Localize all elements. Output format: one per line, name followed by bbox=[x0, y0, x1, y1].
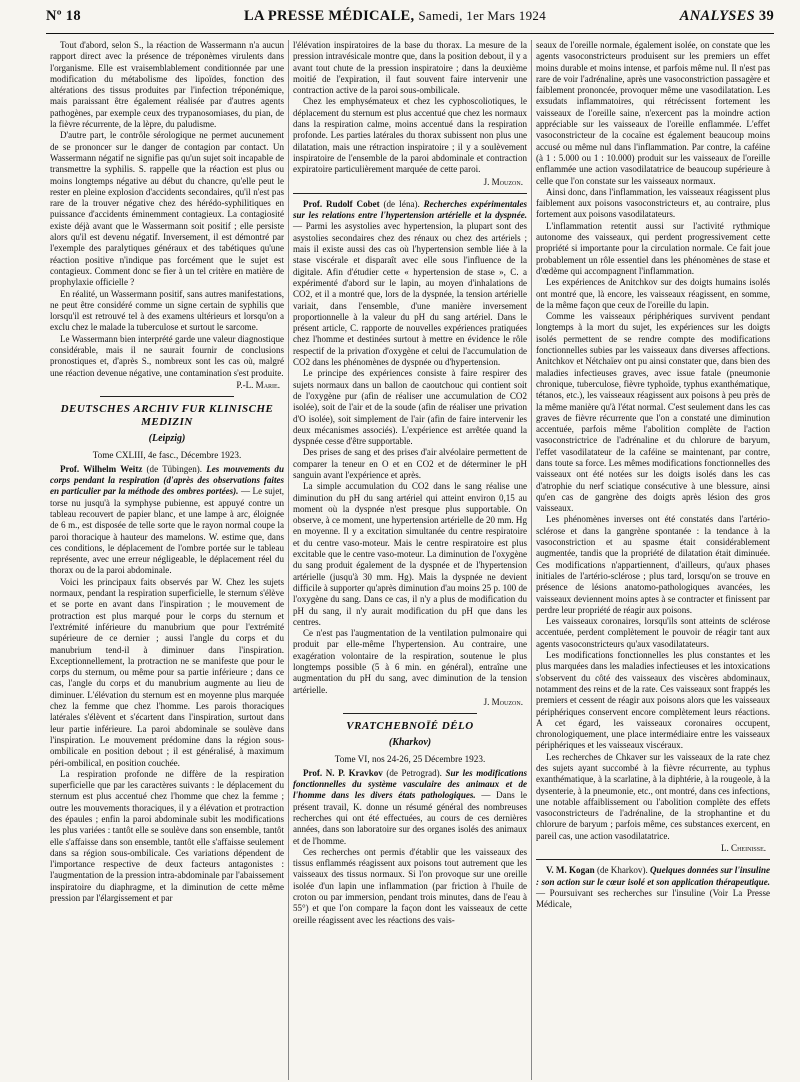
paragraph: D'autre part, le contrôle sérologique ne permet aucunement de se prononcer sur le danger de contagion par contact. Un Wassermann négatif ne signifie pas qu'un sujet soit incapable de transmettre la syphilis. S. rappelle que la réaction est plus ou moins longtemps négative au début du chancre, qu'elle peut le rester en pleine explosion d'accidents secondaires, qu'il n'est pas rare de la trouver négative chez des hérédo-syphilitiques en puissance d'accidents éminemment contagieux. La contagiosité existe déjà avant que le Wassermann soit positif ; elle persiste alors qu'il est devenu négatif. Inversement, il est démontré par l'exemple des paralytiques généraux et des tabétiques qu'une réaction positive n'indique pas forcément que le sujet est contagieux. Comment donc se fier à un tel critère en matière de prophylaxie officielle ? bbox=[50, 130, 284, 288]
author-affiliation: (de Tübingen). bbox=[142, 463, 207, 474]
divider bbox=[343, 713, 477, 714]
author-signature: P.-L. Marie. bbox=[236, 379, 280, 390]
article-author: Prof. N. P. Kravkov bbox=[303, 767, 383, 778]
article-title: Quelques données sur l'insuline : son action sur le cœur isolé et son application thérapeutique. bbox=[536, 865, 770, 887]
paragraph: La simple accumulation du CO2 dans le sang réalise une diminution du pH du sang artériel qui atteint environ 0,15 au moment où la dyspnée n'est presque plus supportable. On observe, à ce moment, une hypertension artérielle de 20 mm. Hg en moyenne. Il y a excitation simultanée du centre respiratoire et du centre vaso-moteur. Mais le centre respiratoire est plus excitable que le centre vaso-moteur. La diminution de l'oxygène du sang produit également de la dyspnée et de l'hypertension artérielle (jusqu'à 30 mm. Hg). Mais la dyspnée ne devient difficile à supporter qu'après diminution d'au moins 25 p. 100 de l'oxygène du sang. Dans ce cas, il n'y a plus de modification du pH du sang, il n'y aurait modification du pH que dans les centres. bbox=[293, 481, 527, 627]
article-text: — Parmi les asystolies avec hypertension, la plupart sont des asystolies secondaires chez des rénaux ou chez des artériels ; mais il existe aussi des cas où l'hypertension semble liée à la stase viscérale et disparaît avec elle sous l'influence de la digitale. Afin d'étudier cette « hypertension de stase », C. a expérimenté d'abord sur le lapin, au moyen d'inhalations de CO2, et il a montré que, lors de la dyspnée, la tension artérielle variait, dans l'ensemble, d'une manière inversement proportionnelle à la valeur du pH du sang artériel. Dans le présent article, C. rapporte de nouvelles expériences pratiquées chez l'homme et destinées surtout à mettre en évidence le rôle respectif de la privation d'oxygène et celui de l'accumulation de CO2 dans les phénomènes de dyspnée ou d'hypertension. bbox=[293, 221, 527, 368]
author-signature: J. Mouzon. bbox=[483, 696, 523, 707]
folio-number: 39 bbox=[758, 8, 774, 24]
paragraph: Ces recherches ont permis d'établir que les vaisseaux des tissus enflammés réagissent aux poisons tout autrement que les vaisseaux des tissus normaux. Si l'on provoque sur une oreille isolée d'un lapin une inflammation (par friction à l'huile de croton ou par immersion, pendant trois minutes, dans de l'eau à 55°) et que l'on compare la façon dont les vaisseaux de cette oreille réagissent avec les réactions des vais- bbox=[293, 846, 527, 925]
article-text: — Le sujet, torse nu jusqu'à la symphyse pubienne, est appuyé contre un tableau recouvert de papier blanc, et une lampe à arc, éloignée de 6 m., est disposée de telle sorte que le rayon normal coupe la paroi thoracique à hauteur des mamelons. W. estime que, dans ces conditions, le déplacement de l'ombre portée sur le tableau représente, avec une erreur négligeable, le déplacement réel du thorax ou de la paroi abdominale. bbox=[50, 486, 284, 576]
author-affiliation: (de Kharkov). bbox=[594, 865, 651, 876]
article-author: Prof. Rudolf Cobet bbox=[303, 198, 380, 209]
divider bbox=[293, 193, 527, 194]
journal-heading: DEUTSCHES ARCHIV FUR KLINISCHE MEDIZIN bbox=[60, 403, 274, 429]
article-abstract bbox=[50, 464, 284, 577]
paragraph: L'inflammation retentit aussi sur l'activité rythmique autonome des vaisseaux, qui perdent progressivement cette propriété si importante pour la circulation normale. Ce fait joue probablement un rôle essentiel dans les phénomènes de stase et d'œdème qui accompagnent l'inflammation. bbox=[536, 220, 770, 276]
column-3 bbox=[531, 40, 774, 1080]
author-affiliation: (de Iéna). bbox=[379, 198, 424, 209]
paragraph: Le Wassermann bien interprété garde une valeur diagnostique considérable, mais il ne saurait fournir de conclusions pronostiques et, d'après S., nombreux sont les cas où, malgré une réaction devenue négative, une contamination s'est produite. bbox=[50, 333, 284, 378]
running-title bbox=[136, 8, 654, 25]
paragraph: Ce n'est pas l'augmentation de la ventilation pulmonaire qui produit par elle-même l'hypertension. Au contraire, une exagération volontaire de la respiration, soutenue le plus longtemps possible (5 à 6 min. en général), entraîne une augmentation du pH du sang, avec diminution de la tension artérielle. bbox=[293, 628, 527, 695]
paragraph: Les phénomènes inverses ont été constatés dans l'artério-sclérose et dans la gangrène spontanée : la tendance à la vasoconstriction et au spasme était considérablement augmentée, tandis que la propriété de dilatation était diminuée. Ces modifications n'appartiennent, d'ailleurs, qu'aux phases initiales de l'artério-sclérose ; plus tard, lorsqu'on se trouve en présence de lésions anatomo-pathologiques avancées, les vaisseaux deviennent moins aptes à se contracter et finissent par perdre leur propriété de réagir aux poisons. bbox=[536, 514, 770, 615]
page-header bbox=[46, 8, 774, 34]
journal-city: (Leipzig) bbox=[148, 433, 186, 445]
column-2 bbox=[288, 40, 531, 1080]
article-abstract bbox=[536, 865, 770, 910]
page-number: Nº 18 bbox=[46, 8, 81, 24]
paragraph: Ainsi donc, dans l'inflammation, les vaisseaux réagissent plus faiblement aux poisons vasoconstricteurs et, au contraire, plus fortement aux poisons vasodilatateurs. bbox=[536, 186, 770, 220]
article-author: V. M. Kogan bbox=[546, 865, 595, 876]
article-text: — Dans le présent travail, K. donne un résumé général des nombreuses recherches qui ont été effectuées, au cours de ces dernières années, dans son laboratoire sur des organes isolés des animaux et de l'homme. bbox=[293, 790, 527, 846]
divider bbox=[536, 859, 770, 860]
article-abstract bbox=[293, 199, 527, 368]
paragraph: Les expériences de Anitchkov sur des doigts humains isolés ont montré que, là encore, les vaisseaux réagissent, en somme, de la même façon que ceux de l'oreille du lapin. bbox=[536, 277, 770, 310]
paragraph: En réalité, un Wassermann positif, sans autres manifestations, ne peut être considéré comme un signe certain de syphilis que lorsqu'il est retrouvé tel à des examens ultérieurs et lorsqu'on a exclu chez le malade la tuberculose et surtout le sarcome. bbox=[50, 288, 284, 333]
author-signature: L. Cheinisse. bbox=[720, 843, 766, 854]
issue-reference: Tome CXLIII, 4e fasc., Décembre 1923. bbox=[92, 449, 242, 460]
article-title: Sur les modifications fonctionnelles du système vasculaire des animaux et de l'homme dans les divers états pathologiques. bbox=[293, 767, 527, 801]
journal-city: (Kharkov) bbox=[388, 737, 432, 749]
paragraph: Tout d'abord, selon S., la réaction de Wassermann n'a aucun rapport direct avec la présence de tréponèmes virulents dans l'organisme. Elle est vraisemblablement conditionnée par une modification du métabolisme des lipoïdes, fonction des altérations des tissus produites par l'infection tréponémique, mais paraissant être également réalisée par d'autres agents pathogènes, par exemple ceux des trypanosomiases, du pian, de la fièvre récurrente, de la lèpre, du paludisme. bbox=[50, 40, 284, 130]
paragraph: Le principe des expériences consiste à faire respirer des sujets normaux dans un ballon de caoutchouc qui contient soit de l'oxygène pur (afin de réaliser une accumulation de CO2 isolée), soit de l'air et de la soude (afin de réaliser une privation d'O isolée), soit simplement de l'air (afin de faire intervenir les deux mécanismes associés). L'expérience est arrêtée quand la dyspnée cesse d'être supportable. bbox=[293, 368, 527, 447]
journal-name: LA PRESSE MÉDICALE, bbox=[243, 8, 415, 24]
paragraph: Les recherches de Chkaver sur les vaisseaux de la rate chez des sujets ayant succombé à la fièvre récurrente, au typhus exanthématique, à la scarlatine, à la diphtérie, à la rougeole, à la dysenterie, à la pneumonie, etc., ont montré, dans ces infections, une notable affaiblissement ou l'abolition complète des effets vasoconstricteurs de l'adrénaline, de la strophantine et du chlorure de baryum ; parfois même, ces substances exercent, en pareil cas, une action vasodilatatrice. bbox=[536, 751, 770, 841]
paragraph: Les modifications fonctionnelles les plus constantes et les plus marquées dans les maladies infectieuses et les intoxications s'observent du côté des vaisseaux des viscères abdominaux, notamment des reins et de la rate. Ces vaisseaux sont frappés les premiers et cessent de réagir aux poisons alors que les vaisseaux périphériques conservent encore complètement leurs réactions. A cet égard, les vaisseaux coronaires occupent, chronologiquement, une place intermédiaire entre les vaisseaux périphériques et les vaisseaux viscéraux. bbox=[536, 650, 770, 751]
paragraph: Des prises de sang et des prises d'air alvéolaire permettent de comparer la teneur en O et en CO2 et de déterminer le pH sanguin avant l'expérience et après. bbox=[293, 447, 527, 480]
article-abstract bbox=[293, 768, 527, 847]
paragraph: l'élévation inspiratoires de la base du thorax. La mesure de la pression intravésicale montre que, dans la position debout, il y a avant tout chute de la pression inspiratoire ; dans la deuxième moitié de l'expiration, il faut souvent faire intervenir une contraction active de la paroi sous-ombilicale. bbox=[293, 40, 527, 96]
paragraph: Voici les principaux faits observés par W. Chez les sujets normaux, pendant la respiration superficielle, le sternum s'élève et se porte en avant dans l'inspiration ; le mouvement de protraction est plus marqué pour le corps du sternum et l'extrémité inférieure du manubrium que pour l'extrémité supérieure de ce dernier ; aussi l'angle du corps et du manubrium tend-il à diminuer dans l'inspiration. Exceptionnellement, la protraction ne se manifeste que pour le corps du sternum, ou même pour sa partie inférieure ; dans ce cas, l'angle du corps et du manubrium augmente au lieu de diminuer. L'élévation du sternum est en moyenne plus marquée chez la femme que chez l'homme. Les parois thoraciques latérales s'élèvent et s'écartent dans l'inspiration, surtout dans leur partie inférieure. La paroi abdominale se soulève dans l'inspiration. Le mouvement prédomine dans la région sous-ombilicale en position debout ; il est généralisé, à maximum péri-ombilical, en position couchée. bbox=[50, 576, 284, 768]
journal-heading: VRATCHEBNOÏÉ DÉLO bbox=[346, 720, 474, 733]
divider bbox=[100, 396, 234, 397]
article-author: Prof. Wilhelm Weitz bbox=[60, 463, 143, 474]
issue-date: Samedi, 1er Mars 1924 bbox=[418, 8, 547, 23]
paragraph: La respiration profonde ne diffère de la respiration superficielle que par les caractères suivants : le déplacement du sternum est plus accentué chez l'homme que chez la femme ; outre les mouvements thoraciques, il y a élévation et protraction des épaules ; enfin la paroi abdominale subit les modifications les plus variées : tantôt elle se soulève dans son ensemble, tantôt elle s'affaisse dans son ensemble, tantôt elle s'affaisse seulement dans sa région sous-ombilicale. Ces variations dépendent de l'importance respective de deux facteurs antagonistes : l'augmentation de la pression intra-abdominale par l'abaissement inspiratoire du diaphragme, et la diminution de cette même pression par l'élargissement et par bbox=[50, 768, 284, 904]
article-text: — Poursuivant ses recherches sur l'insuline (Voir La Presse Médicale, bbox=[536, 887, 770, 910]
paragraph: Les vaisseaux coronaires, lorsqu'ils sont atteints de sclérose accentuée, perdent complètement le pouvoir de réagir tant aux agents vasoconstricteurs qu'aux vasodilatateurs. bbox=[536, 616, 770, 649]
author-affiliation: (de Petrograd). bbox=[382, 767, 446, 778]
article-title: Recherches expérimentales sur les relations entre l'hypertension artérielle et la dyspnée. bbox=[293, 198, 527, 221]
section-header bbox=[654, 8, 774, 25]
article-title: Les mouvements du corps pendant la respiration (d'après des observations faites en particulier par la méthode des ombres portées). bbox=[50, 463, 284, 497]
column-1 bbox=[46, 40, 288, 1080]
issue-reference: Tome VI, nos 24-26, 25 Décembre 1923. bbox=[334, 753, 486, 764]
paragraph: seaux de l'oreille normale, également isolée, on constate que les agents vasoconstricteurs produisent sur les premiers un effet moins durable et moins intense, et parfois même nul. Il n'est pas rare de voir l'adrénaline, après une vasoconstriction passagère et faiblement prononcée, provoquer même une vasodilatation. Les exsudats inflammatoires, qui rétrécissent fortement les vaisseaux de l'oreille saine, n'exercent pas la moindre action appréciable sur les vaisseaux de l'oreille enflammée. L'effet vasoconstricteur de la cocaïne est également beaucoup moins accusé ou même nul dans l'inflammation. Par contre, la caféine (à 1 : 5.000 ou 1 : 10.000) produit sur les vaisseaux de l'oreille enflammée une action vasodilatatrice de beaucoup supérieure à celle que l'on constate sur les vaisseaux normaux. bbox=[536, 40, 770, 186]
section-name: ANALYSES bbox=[679, 8, 755, 24]
paragraph: Comme les vaisseaux périphériques survivent pendant longtemps à la mort du sujet, les expériences sur les doigts isolés permettent de se rendre compte des modifications fonctionnelles subies par les vaisseaux dans diverses affections. Anitchkov et Nétchaïev ont pu ainsi constater que, dans bien des maladies infectieuses graves, avec issue fatale (pneumonie chronique, tuberculose, fièvre typhoïde, typhus exanthématique, tétanos, etc.), les vaisseaux réagissent aux poisons à peu près de la même manière qu'à l'état normal. C'est seulement dans les cas graves de fièvre récurrente que l'on a constaté une diminution accentuée, parfois même l'abolition complète de l'action vasoconstrictrice de l'adrénaline et du chlorure de baryum, l'effet vasodilatateur de la caféine se maintenant, par contre, dans toute sa force. Les mêmes modifications fonctionnelles des vaisseaux ont été notées sur les doigts isolés dans les cas d'atrophie du nerf sciatique consécutive à une blessure, ainsi qu'en cas de gangrène des doigts après lésion des gros vaisseaux. bbox=[536, 311, 770, 514]
author-signature: J. Mouzon. bbox=[483, 176, 523, 187]
paragraph: Chez les emphysémateux et chez les cyphoscoliotiques, le déplacement du sternum est plus accentué que chez les normaux dans la respiration calme, moins accentué dans la respiration profonde. Les parties latérales du thorax subissent non plus une dilatation, mais une rétraction inspiratoire ; il y a soulèvement inspiratoire de l'ensemble de la paroi abdominale et contraction expiratoire particulièrement marquée de cette paroi. bbox=[293, 96, 527, 175]
article-columns bbox=[46, 40, 774, 1080]
